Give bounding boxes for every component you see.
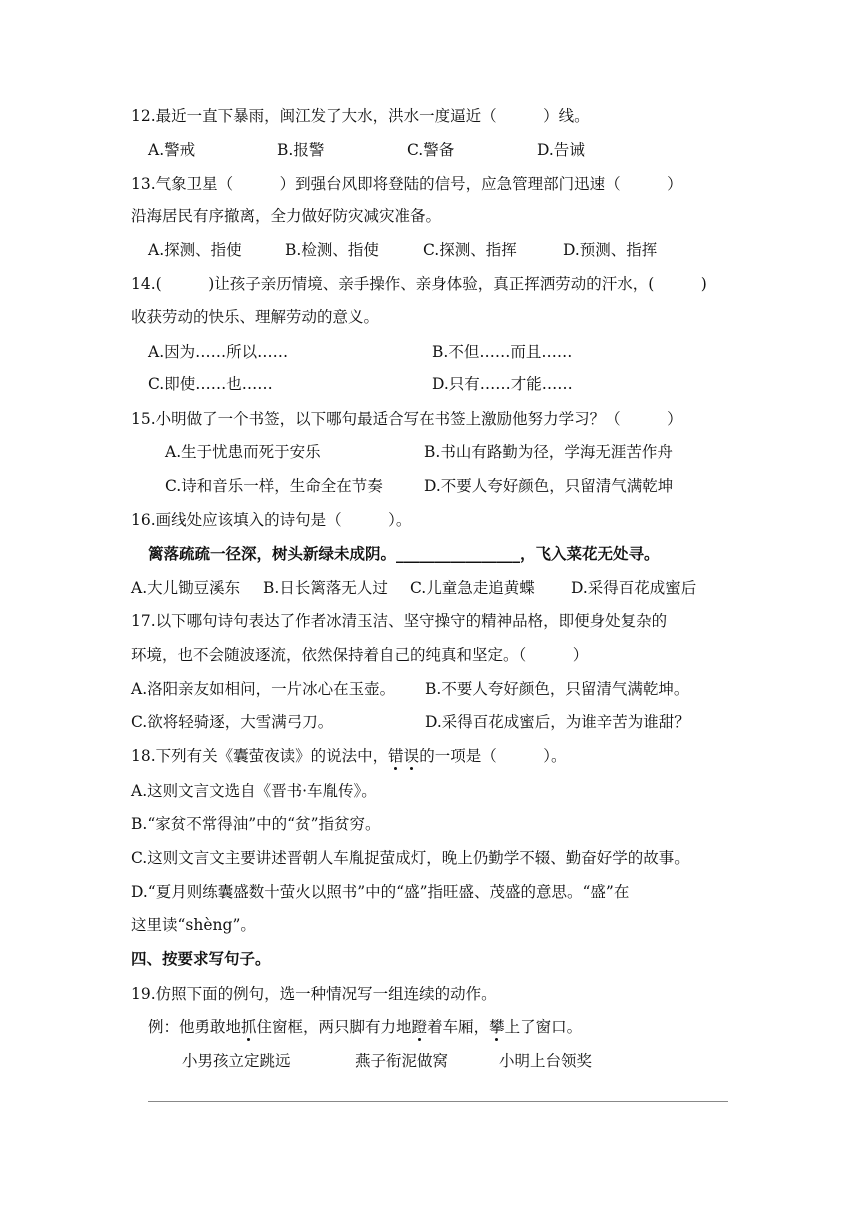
q16-option-a: A.大儿锄豆溪东 bbox=[131, 579, 241, 597]
q17-option-d: D.采得百花成蜜后，为谁辛苦为谁甜？ bbox=[425, 713, 690, 731]
q12-stem: 12.最近一直下暴雨，闽江发了大水，洪水一度逼近（ ）线。 bbox=[131, 107, 590, 125]
q19-scenario-1: 小男孩立定跳远 bbox=[182, 1052, 291, 1070]
q18-stem-end: 的一项是（ ）。 bbox=[419, 747, 567, 765]
q14-stem-line1: 14.( )让孩子亲历情境、亲手操作、亲身体验，真正挥洒劳动的汗水，( ) bbox=[131, 275, 707, 293]
q19-example-part2: 住窗框，两只脚有力地 bbox=[256, 1018, 412, 1036]
q19-example-part4: 上了窗口。 bbox=[504, 1018, 583, 1036]
q17-stem-line2: 环境，也不会随波逐流，依然保持着自己的纯真和坚定。（ ） bbox=[131, 646, 589, 664]
q16-poem bbox=[148, 544, 660, 564]
q19-answer-line[interactable] bbox=[148, 1101, 728, 1102]
q12-option-d: D.告诫 bbox=[537, 141, 585, 159]
q14-option-c: C.即使……也…… bbox=[148, 375, 273, 393]
q14-stem-line2: 收获劳动的快乐、理解劳动的意义。 bbox=[131, 308, 380, 326]
q15-option-c: C.诗和音乐一样，生命全在节奏 bbox=[165, 477, 383, 495]
q18-emphasis-char-1: 错 bbox=[388, 747, 404, 765]
q17-option-b: B.不要人夸好颜色，只留清气满乾坤。 bbox=[425, 680, 690, 698]
q13-option-c: C.探测、指挥 bbox=[423, 241, 517, 259]
q15-option-b: B.书山有路勤为径，学海无涯苦作舟 bbox=[424, 443, 673, 461]
q19-example bbox=[148, 1017, 582, 1037]
q16-option-b: B.日长篱落无人过 bbox=[263, 579, 388, 597]
q18-option-d-line2: 这里读“shèng”。 bbox=[131, 916, 256, 934]
q16-poem-blank: ________________ bbox=[396, 544, 521, 563]
q19-scenario-3: 小明上台领奖 bbox=[499, 1052, 593, 1070]
q19-example-part3: 着车厢， bbox=[427, 1018, 490, 1036]
q19-stem: 19.仿照下面的例句，选一种情况写一组连续的动作。 bbox=[131, 985, 497, 1003]
q15-option-d: D.不要人夸好颜色，只留清气满乾坤 bbox=[424, 477, 674, 495]
q19-scenario-2: 燕子衔泥做窝 bbox=[355, 1052, 449, 1070]
q14-option-d: D.只有……才能…… bbox=[432, 375, 573, 393]
q17-option-c: C.欲将轻骑逐，大雪满弓刀。 bbox=[131, 713, 334, 731]
q13-option-d: D.预测、指挥 bbox=[563, 241, 658, 259]
q17-stem-line1: 17.以下哪句诗句表达了作者冰清玉洁、坚守操守的精神品格，即便身处复杂的 bbox=[131, 612, 668, 630]
q18-option-b: B.“家贫不常得油”中的“贫”指贫穷。 bbox=[131, 815, 381, 833]
q19-example-emphasis-1: 抓 bbox=[241, 1018, 257, 1036]
q19-example-emphasis-3: 攀 bbox=[489, 1018, 505, 1036]
q12-option-b: B.报警 bbox=[277, 141, 325, 159]
q19-example-emphasis-2: 蹬 bbox=[411, 1018, 428, 1036]
q16-option-d: D.采得百花成蜜后 bbox=[571, 579, 697, 597]
q15-stem: 15.小明做了一个书签，以下哪句最适合写在书签上激励他努力学习？（ ） bbox=[131, 410, 683, 428]
q19-example-part1: 例：他勇敢地 bbox=[148, 1018, 242, 1036]
q13-option-b: B.检测、指使 bbox=[285, 241, 379, 259]
q16-stem: 16.画线处应该填入的诗句是（ ）。 bbox=[131, 511, 412, 529]
q14-option-b: B.不但……而且…… bbox=[432, 343, 573, 361]
section-4-title: 四、按要求写句子。 bbox=[131, 949, 271, 968]
q18-option-a: A.这则文言文选自《晋书·车胤传》。 bbox=[131, 782, 377, 800]
q18-option-c: C.这则文言文主要讲述晋朝人车胤捉萤成灯，晚上仍勤学不辍、勤奋好学的故事。 bbox=[131, 849, 690, 867]
q14-option-a: A.因为……所以…… bbox=[148, 343, 289, 361]
q16-poem-first-part: 篱落疏疏一径深，树头新绿未成阴。 bbox=[148, 544, 397, 563]
q13-option-a: A.探测、指使 bbox=[148, 241, 242, 259]
q18-emphasis-char-2: 误 bbox=[403, 747, 420, 765]
q12-option-c: C.警备 bbox=[407, 141, 455, 159]
q17-option-a: A.洛阳亲友如相问，一片冰心在玉壶。 bbox=[131, 680, 396, 698]
q16-poem-last-part: ，飞入菜花无处寻。 bbox=[520, 544, 660, 563]
q12-option-a: A.警戒 bbox=[148, 141, 196, 159]
q18-stem-start: 18.下列有关《囊萤夜读》的说法中， bbox=[131, 747, 389, 765]
q15-option-a: A.生于忧患而死于安乐 bbox=[165, 443, 321, 461]
q13-stem-line1: 13.气象卫星（ ）到强台风即将登陆的信号，应急管理部门迅速（ ） bbox=[131, 175, 683, 193]
q13-stem-line2: 沿海居民有序撤离，全力做好防灾减灾准备。 bbox=[131, 207, 442, 225]
q16-option-c: C.儿童急走追黄蝶 bbox=[410, 579, 535, 597]
q18-option-d-line1: D.“夏月则练囊盛数十萤火以照书”中的“盛”指旺盛、茂盛的意思。“盛”在 bbox=[131, 883, 630, 901]
q18-stem bbox=[131, 746, 566, 766]
